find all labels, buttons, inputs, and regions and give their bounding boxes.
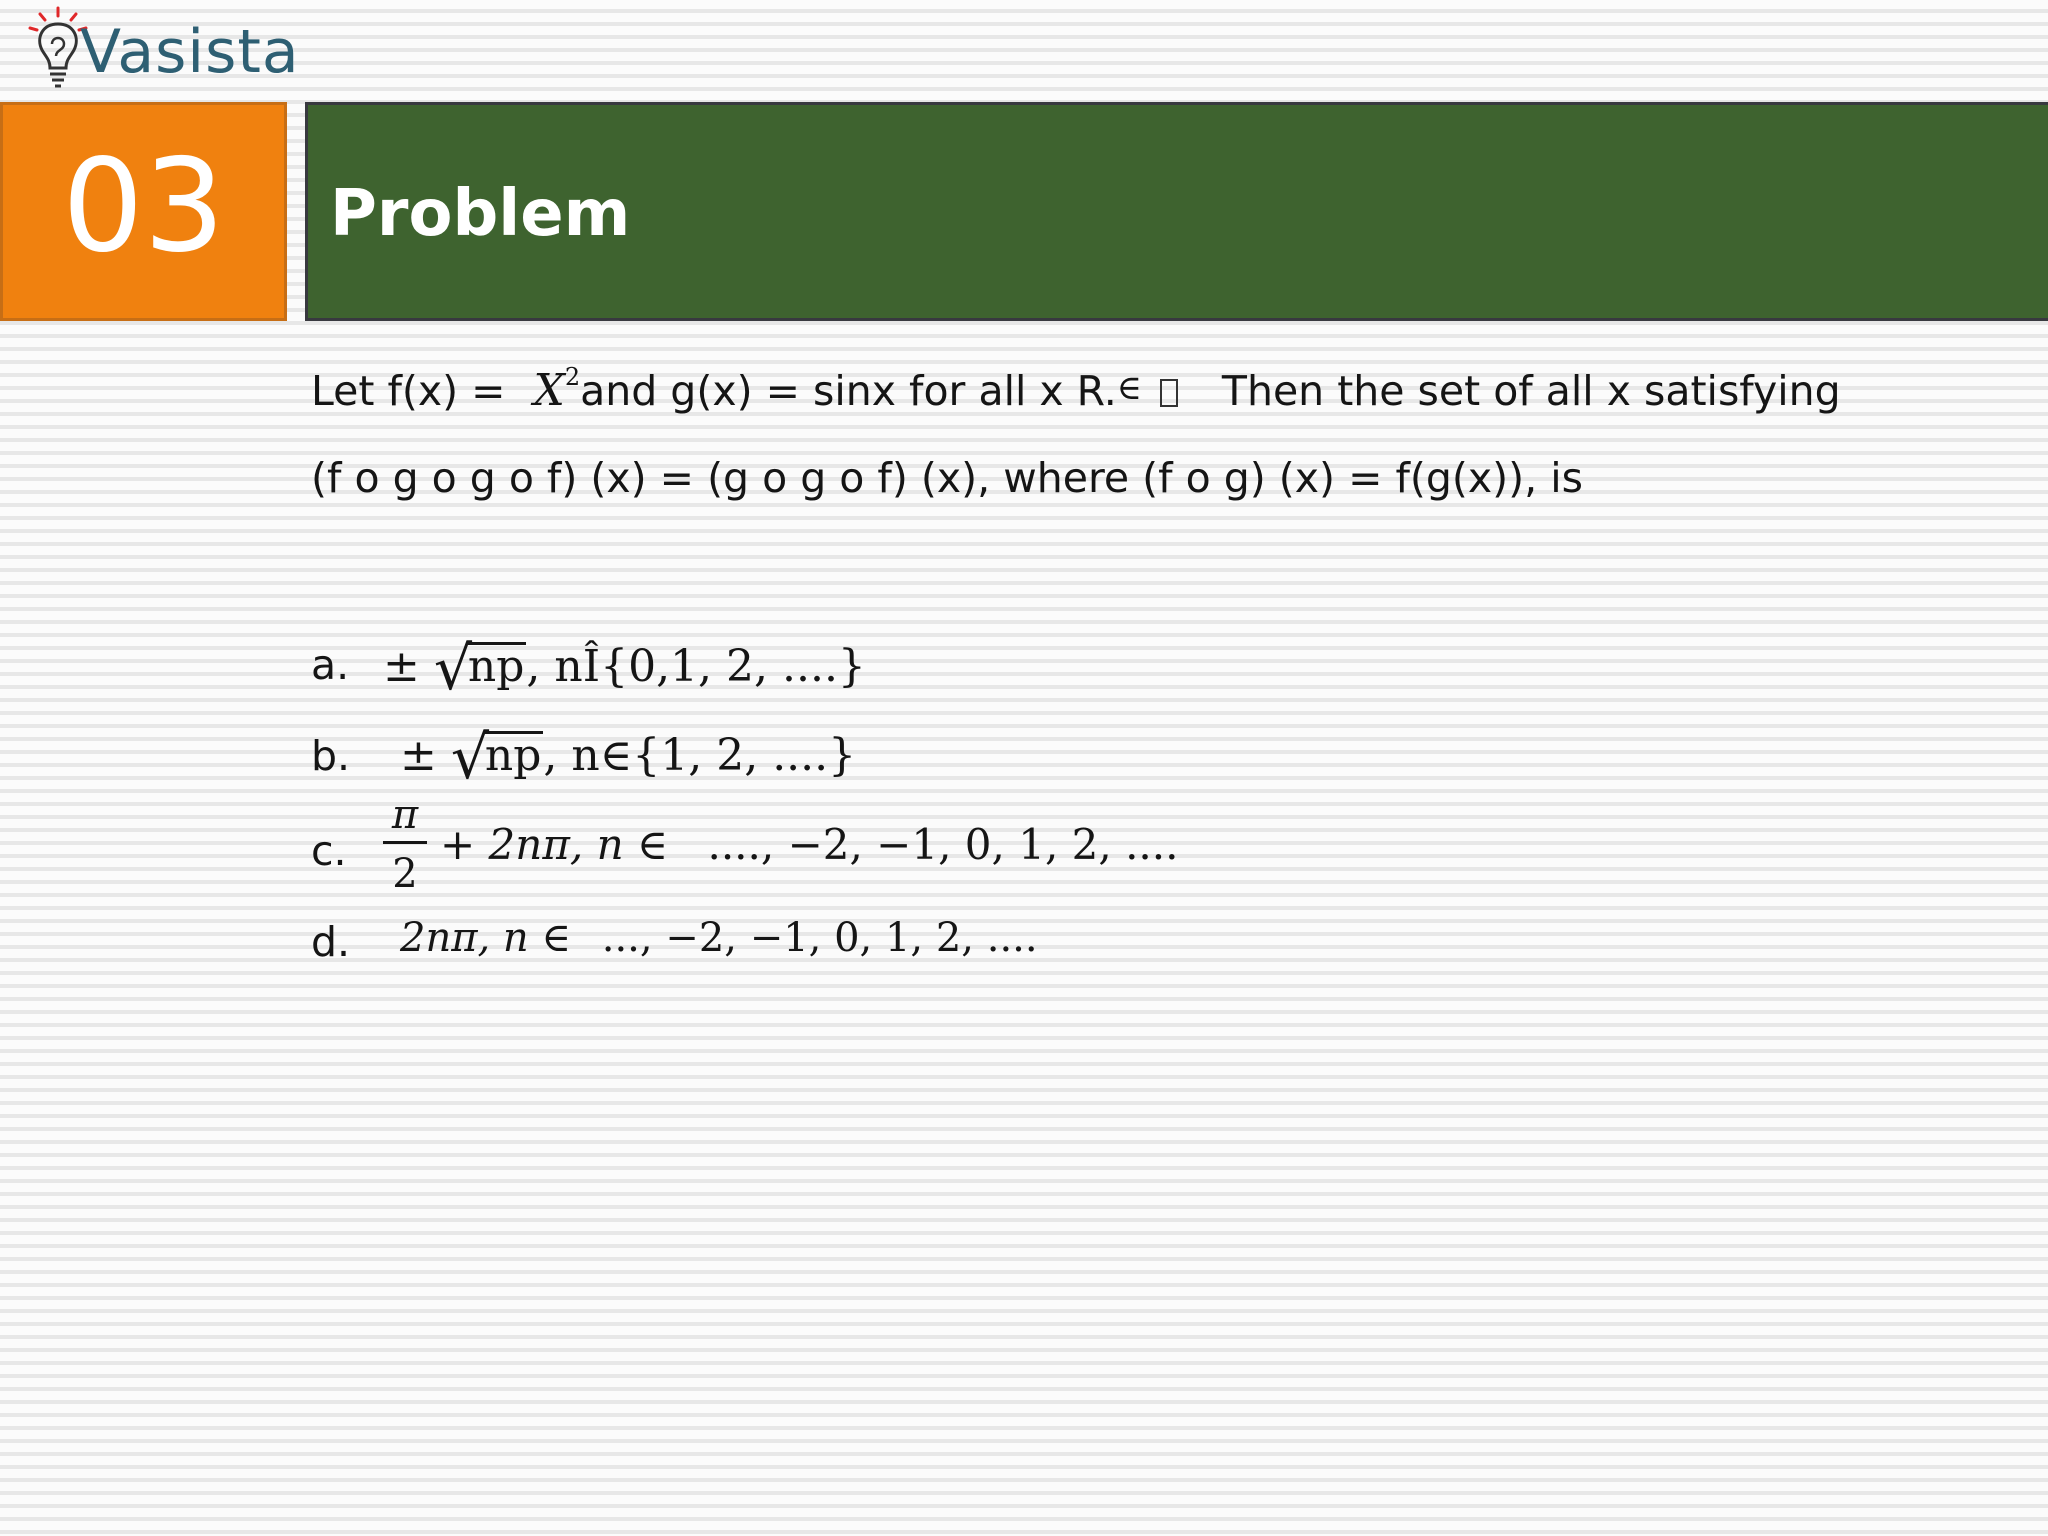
option-c-math — [440, 820, 1179, 869]
missing-glyph-box — [1160, 379, 1178, 407]
problem-variable: X — [533, 365, 565, 416]
logo-text: Vasista — [80, 17, 300, 87]
option-d-set: ..., −2, −1, 0, 1, 2, .... — [601, 915, 1038, 961]
problem-middle: and g(x) = sinx for all x R. — [580, 367, 1117, 415]
page-title: Problem — [330, 177, 631, 251]
fraction-bar — [383, 841, 427, 844]
sqrt-icon: √ — [450, 723, 490, 793]
section-number: 03 — [62, 132, 225, 281]
option-a-suffix: , nÎ{0,1, 2, ....} — [526, 641, 866, 692]
option-b-radicand: np — [484, 730, 542, 781]
option-b-radical — [450, 723, 544, 793]
option-c-expression: + 2nπ, n ∈ — [440, 820, 669, 869]
option-a-math — [383, 634, 866, 704]
option-c-set: ...., −2, −1, 0, 1, 2, .... — [707, 820, 1179, 869]
option-b-plusminus: ± — [400, 730, 437, 781]
option-c-label: c. — [311, 827, 347, 875]
option-c-numerator: π — [391, 792, 419, 838]
option-b-math — [400, 723, 857, 793]
option-c-denominator: 2 — [392, 851, 418, 897]
problem-line-2: (f o g o g o f) (x) = (g o g o f) (x), where (f o g) (x) = f(g(x)), is — [311, 454, 1583, 502]
option-d-math — [400, 915, 1038, 961]
problem-line-1 — [311, 363, 1841, 416]
option-a-radicand: np — [467, 641, 525, 692]
title-bar — [305, 102, 2048, 321]
option-a-radical — [433, 634, 527, 704]
sqrt-icon: √ — [433, 634, 473, 704]
section-number-box — [0, 102, 287, 321]
option-d-label: d. — [311, 918, 351, 966]
option-d-expression: 2nπ, n ∈ — [400, 915, 572, 961]
option-b-suffix: , n∈{1, 2, ....} — [543, 730, 857, 781]
problem-prefix: Let f(x) = — [311, 367, 506, 415]
problem-exponent: 2 — [564, 363, 581, 391]
option-c-fraction — [383, 792, 427, 897]
option-a-plusminus: ± — [383, 641, 420, 692]
vasista-logo — [18, 4, 300, 96]
option-a-label: a. — [311, 641, 350, 689]
element-of-symbol: ∈ — [1116, 368, 1142, 408]
problem-suffix: Then the set of all x satisfying — [1221, 367, 1841, 415]
option-b-label: b. — [311, 732, 351, 780]
